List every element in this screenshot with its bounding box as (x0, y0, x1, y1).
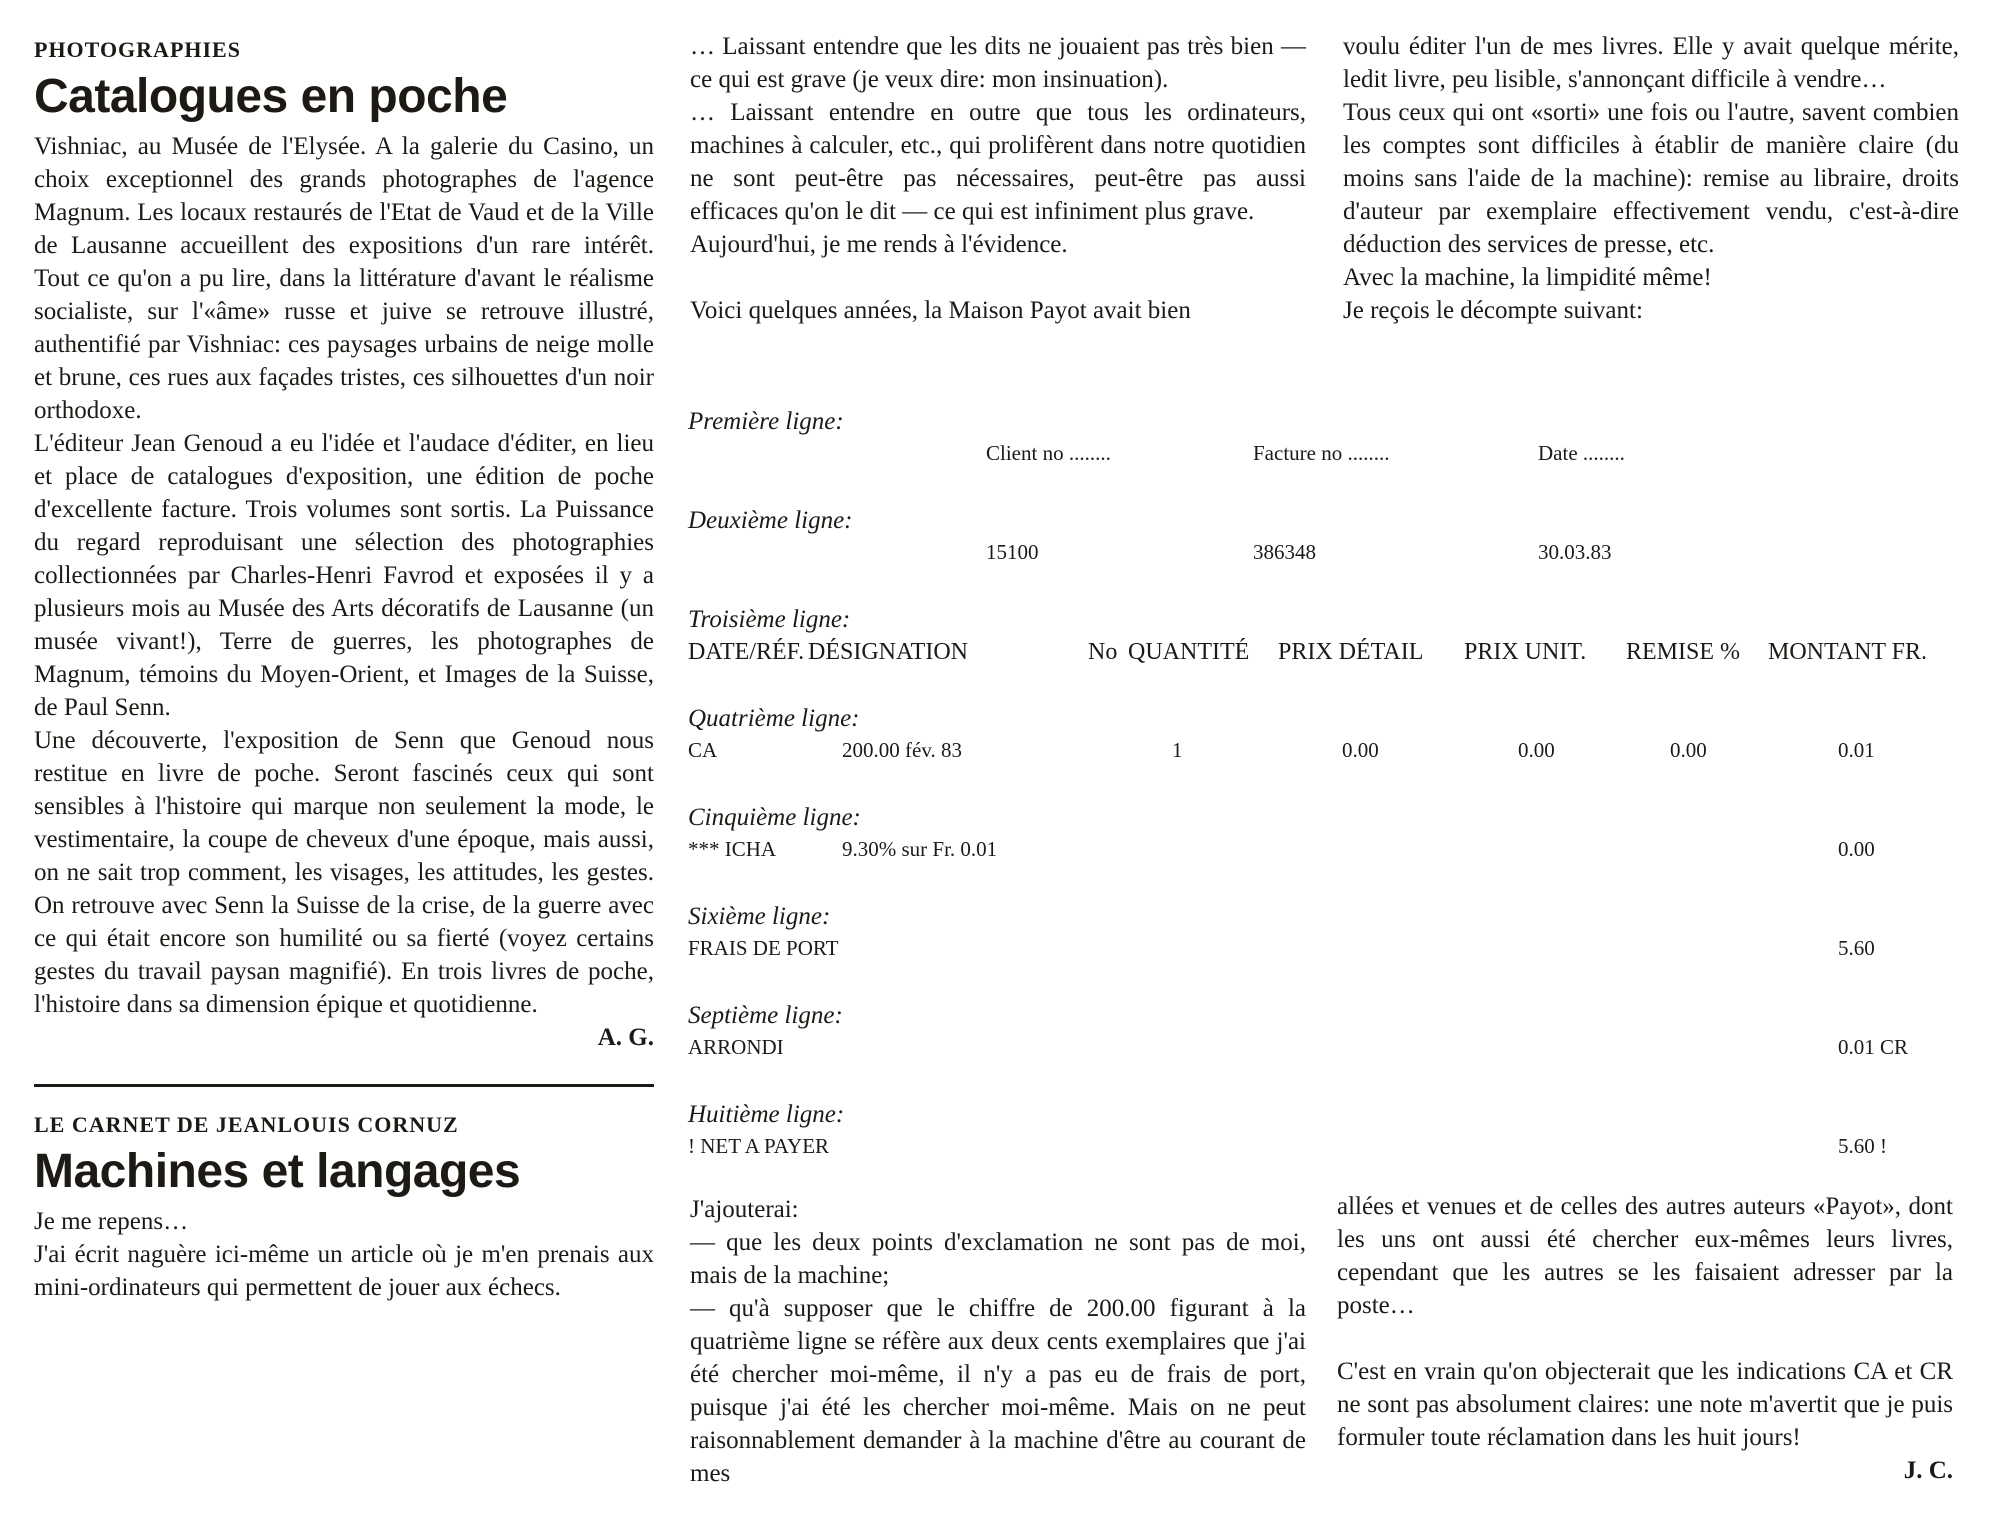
article2-paragraph: Tous ceux qui ont «sorti» une fois ou l'autre, savent combien les comptes sont difficiles à établir de manière claire (du moins sans l'aide de la machine): remise au libraire, droits d'auteur par exemplaire effectivement vendu, c'est-à-dire déduction des services de presse, etc. (1343, 99, 1959, 258)
article2-paragraph: … Laissant entendre en outre que tous les ordinateurs, machines à calculer, etc., qui prolifèrent dans notre quotidien ne sont peut-être pas nécessaires, peut-être pas aussi efficaces qu'on le dit — ce qui est infiniment plus grave. (690, 99, 1306, 225)
invoice-date: Date ........ (1538, 441, 1625, 465)
col-header: DATE/RÉF. (688, 639, 805, 665)
invoice-line-1 (688, 408, 1958, 507)
article2-paragraph: Voici quelques années, la Maison Payot avait bien (690, 297, 1191, 324)
client-no: Client no ........ (986, 441, 1111, 465)
invoice-line-7 (688, 1002, 1958, 1101)
col-header: REMISE % (1626, 639, 1740, 665)
ref: ! NET A PAYER (688, 1134, 830, 1158)
article2-title: Machines et langages (34, 1145, 521, 1198)
montant: 0.01 (1838, 738, 1875, 762)
invoice-line-3 (688, 606, 1958, 705)
line-label: Cinquième ligne: (688, 804, 861, 831)
line-label: Quatrième ligne: (688, 705, 860, 732)
article2-signature: J. C. (1903, 1457, 1953, 1484)
montant: 5.60 ! (1838, 1134, 1887, 1158)
line-label: Huitième ligne: (688, 1101, 845, 1128)
column-right-bottom (1337, 1190, 1953, 1487)
client-no-value: 15100 (986, 540, 1039, 564)
article2-paragraph: … Laissant entendre que les dits ne jouaient pas très bien — ce qui est grave (je veux dire: mon insinuation). (690, 33, 1306, 93)
article2-paragraph: voulu éditer l'un de mes livres. Elle y avait quelque mérite, ledit livre, peu lisible, s'annonçant difficile à vendre… (1343, 33, 1959, 93)
article2-paragraph: Avec la machine, la limpidité même! (1343, 264, 1712, 291)
article1-rubric: PHOTOGRAPHIES (34, 37, 241, 62)
article2-paragraph: J'ai écrit naguère ici-même un article où je m'en prenais aux mini-ordinateurs qui permettent de jouer aux échecs. (34, 1241, 654, 1301)
article1-signature: A. G. (597, 1024, 654, 1051)
column-left (34, 30, 654, 1304)
article2-paragraph: — qu'à supposer que le chiffre de 200.00 figurant à la quatrième ligne se réfère aux deux cents exemplaires que j'ai été chercher moi-même, il n'y a pas eu de frais de port, puisque j'ai été les chercher moi-même. Mais on ne peut raisonnablement demander à la machine d'être au courant de mes (690, 1295, 1306, 1487)
montant: 0.00 (1838, 837, 1875, 861)
quantity: 1 (1172, 738, 1183, 762)
article2-rubric: LE CARNET DE JEANLOUIS CORNUZ (34, 1112, 459, 1137)
invoice-line-6 (688, 903, 1958, 1002)
line-label: Première ligne: (688, 408, 844, 435)
ref: ARRONDI (688, 1035, 784, 1059)
article2-paragraph: — que les deux points d'exclamation ne sont pas de moi, mais de la machine; (690, 1229, 1306, 1289)
article2-paragraph: J'ajouterai: (690, 1196, 799, 1223)
line-label: Deuxième ligne: (688, 507, 853, 534)
article2-paragraph: allées et venues et de celles des autres auteurs «Payot», dont les uns ont aussi été chercher eux-mêmes leurs livres, cependant que les autres se les faisaient adresser par la poste… (1337, 1193, 1953, 1319)
montant: 5.60 (1838, 936, 1875, 960)
column-middle (690, 30, 1306, 327)
designation: 9.30% sur Fr. 0.01 (842, 837, 998, 861)
invoice-table (688, 408, 1958, 1200)
line-label: Sixième ligne: (688, 903, 831, 930)
section-divider (34, 1084, 654, 1087)
line-label: Troisième ligne: (688, 606, 851, 633)
article2-paragraph: Aujourd'hui, je me rends à l'évidence. (690, 231, 1068, 258)
col-header: DÉSIGNATION (808, 639, 968, 665)
prix-detail: 0.00 (1342, 738, 1379, 762)
ref: *** ICHA (688, 837, 777, 861)
article2-paragraph: C'est en vrain qu'on objecterait que les indications CA et CR ne sont pas absolument claires: une note m'avertit que je puis formuler toute réclamation dans les huit jours! (1337, 1358, 1953, 1451)
invoice-line-2 (688, 507, 1958, 606)
article1-paragraph: Vishniac, au Musée de l'Elysée. A la galerie du Casino, un choix exceptionnel des grands photographes de l'agence Magnum. Les locaux restaurés de l'Etat de Vaud et de la Ville de Lausanne accueillent des expositions d'un rare intérêt. Tout ce qu'on a pu lire, dans la littérature d'avant le réalisme socialiste, sur l'«âme» russe et juive se retrouve illustré, authentifié par Vishniac: ces paysages urbains de neige molle et brune, ces rues aux façades tristes, ces silhouettes d'un noir orthodoxe. (34, 133, 654, 424)
designation: 200.00 fév. 83 (842, 738, 962, 762)
ref: CA (688, 738, 718, 762)
article1-paragraph: L'éditeur Jean Genoud a eu l'idée et l'audace d'éditer, en lieu et place de catalogues d'exposition, une édition de poche d'excellente facture. Trois volumes sont sortis. La Puissance du regard reproduisant une sélection des photographies collectionnées par Charles-Henri Favrod et exposées il y a plusieurs mois au Musée des Arts décoratifs de Lausanne (un musée vivant!), Terre de guerres, les photographes de Magnum, témoins du Moyen-Orient, et Images de la Suisse, de Paul Senn. (34, 430, 654, 721)
article1-paragraph: Une découverte, l'exposition de Senn que Genoud nous restitue en livre de poche. Seront fascinés ceux qui sont sensibles à l'histoire qui marque non seulement la mode, le vestimentaire, la coupe de cheveux d'une époque, mais aussi, on ne sait trop comment, les visages, les attitudes, les gestes. On retrouve avec Senn la Suisse de la crise, de la guerre avec ce qui était encore son humilité ou sa fierté (voyez certains gestes du travail paysan magnifié). En trois livres de poche, l'histoire dans sa dimension épique et quotidienne. (34, 727, 654, 1018)
col-header: QUANTITÉ (1128, 639, 1250, 665)
facture-no: Facture no ........ (1253, 441, 1390, 465)
invoice-line-8 (688, 1101, 1958, 1200)
column-right (1343, 30, 1959, 327)
invoice-line-4 (688, 705, 1958, 804)
article2-paragraph: Je me repens… (34, 1208, 189, 1235)
col-header: MONTANT FR. (1768, 639, 1927, 665)
facture-no-value: 386348 (1253, 540, 1316, 564)
ref: FRAIS DE PORT (688, 936, 839, 960)
article2-paragraph: Je reçois le décompte suivant: (1343, 297, 1643, 324)
line-label: Septième ligne: (688, 1002, 843, 1029)
montant: 0.01 CR (1838, 1035, 1909, 1059)
article1-title: Catalogues en poche (34, 70, 508, 123)
col-header: No (1088, 639, 1118, 665)
invoice-line-5 (688, 804, 1958, 903)
col-header: PRIX DÉTAIL (1278, 639, 1424, 665)
remise: 0.00 (1670, 738, 1707, 762)
col-header: PRIX UNIT. (1464, 639, 1587, 665)
invoice-date-value: 30.03.83 (1538, 540, 1612, 564)
prix-unit: 0.00 (1518, 738, 1555, 762)
column-middle-bottom (690, 1193, 1306, 1490)
